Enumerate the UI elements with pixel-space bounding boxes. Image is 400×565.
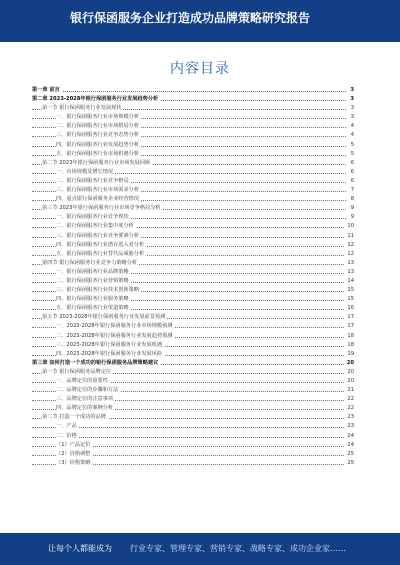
toc-entry[interactable]: [32, 232, 354, 241]
toc-entry[interactable]: [32, 204, 354, 213]
toc-entry[interactable]: [32, 250, 354, 259]
toc-entry-page: 20: [345, 377, 354, 386]
toc-entry[interactable]: [32, 368, 354, 377]
toc-entry-title: 第一节 银行保函服务行业发展现状: [42, 105, 122, 112]
toc-entry-title: 四、2023-2028年银行保函服务行业发展风险: [56, 350, 163, 357]
toc-entry[interactable]: [32, 332, 354, 341]
toc-entry[interactable]: [32, 322, 354, 331]
toc-entry-title: 一、产品: [56, 423, 77, 430]
toc-entry-title: 三、银行保函服务行业竞争态势分析: [56, 132, 140, 139]
toc-entry[interactable]: [32, 432, 354, 441]
toc-entry-title: 第一节 银行保函服务品牌定位: [42, 368, 112, 375]
toc-entry-page: 13: [345, 268, 354, 277]
toc-entry[interactable]: [32, 386, 354, 395]
toc-entry-title: （1）产品定价: [56, 441, 91, 448]
toc-entry[interactable]: [32, 177, 354, 186]
toc-entry-title: （3）价格策略: [56, 459, 91, 466]
toc-entry[interactable]: [32, 186, 354, 195]
toc-entry-page: 19: [345, 350, 354, 359]
toc-entry[interactable]: [32, 104, 354, 113]
toc-entry[interactable]: [32, 168, 354, 177]
toc-entry[interactable]: [32, 313, 354, 322]
toc-entry-page: 9: [349, 204, 354, 213]
toc-entry-title: 第三章 如何打造一个成功的银行保函服务品牌策略建议: [32, 359, 159, 366]
footer-slogan: 让每个人都能成为: [48, 544, 112, 553]
toc-heading: 内容目录: [170, 61, 230, 77]
toc-entry-title: 第一章 前言: [32, 87, 60, 93]
toc-entry[interactable]: [32, 359, 354, 368]
toc-entry[interactable]: [32, 241, 354, 250]
toc-entry[interactable]: [32, 404, 354, 413]
toc-entry-page: 4: [349, 131, 354, 140]
table-of-contents: [32, 86, 354, 468]
toc-entry[interactable]: [32, 95, 354, 104]
toc-entry-title: （2）价格调整: [56, 450, 91, 457]
toc-entry-page: 6: [349, 168, 354, 177]
toc-entry-title: 四、品牌定位的案例分析: [56, 405, 114, 412]
toc-entry-title: 第二节 打造一个成功的品牌: [42, 414, 106, 421]
toc-entry-title: 一、银行保函服务行业市场规模分析: [56, 114, 140, 121]
toc-entry-title: 一、品牌定位的重要性: [56, 378, 108, 384]
toc-entry-page: 3: [349, 113, 354, 122]
toc-entry-title: 五、银行保函服务行业市场机遇分析: [56, 150, 140, 157]
toc-entry[interactable]: [32, 441, 354, 450]
toc-entry[interactable]: [32, 395, 354, 404]
toc-entry[interactable]: [32, 295, 354, 304]
toc-entry[interactable]: [32, 341, 354, 350]
toc-entry-page: 20: [345, 359, 354, 368]
toc-entry-page: 10: [345, 222, 354, 231]
toc-entry-page: 25: [345, 450, 354, 459]
toc-entry[interactable]: [32, 159, 354, 168]
toc-entry-page: 24: [345, 432, 354, 441]
toc-entry-title: 四、银行保函服务行业服务策略: [56, 296, 129, 303]
toc-entry-title: 三、银行保函服务行业市场需求分析: [56, 187, 140, 194]
toc-entry-page: 12: [345, 241, 354, 250]
toc-entry-page: 23: [345, 422, 354, 431]
toc-entry-title: 第二节 2023年银行保函服务行业市场发展回顾: [42, 159, 151, 166]
toc-entry[interactable]: [32, 222, 354, 231]
toc-entry-page: 17: [345, 313, 354, 322]
toc-entry-title: 二、价格: [56, 432, 77, 439]
toc-entry[interactable]: [32, 213, 354, 222]
toc-entry-title: 五、银行保函服务行业渠道策略: [56, 305, 129, 312]
toc-entry-title: 二、2023-2028年银行保函服务行业发展趋势预测: [56, 332, 173, 339]
toc-entry[interactable]: [32, 422, 354, 431]
dot-leader: [32, 91, 346, 92]
toc-entry[interactable]: [32, 304, 354, 313]
toc-entry-page: 21: [345, 386, 354, 395]
toc-entry-title: 一、银行保函服务行业竞争现状: [56, 214, 129, 221]
toc-entry-title: 四、重点银行保函服务企业经营情况: [56, 196, 140, 203]
toc-entry[interactable]: [32, 195, 354, 204]
toc-entry-title: 三、银行保函服务行业技术创新策略: [56, 287, 140, 294]
toc-entry-title: 二、银行保函服务行业竞争格局: [56, 177, 129, 184]
toc-entry-title: 二、银行保函服务行业集中度分析: [56, 223, 134, 230]
footer-banner: [0, 533, 400, 565]
toc-entry[interactable]: [32, 131, 354, 140]
toc-entry-title: 二、银行保函服务行业市场格局分析: [56, 123, 140, 130]
toc-entry[interactable]: [32, 459, 354, 468]
footer-tagline: 行业专家、管理专家、营销专家、战略专家、成功企业家……: [130, 544, 346, 553]
toc-entry[interactable]: [32, 413, 354, 422]
toc-entry-page: 7: [349, 186, 354, 195]
toc-entry-page: 6: [349, 177, 354, 186]
toc-entry-title: 一、2023-2028年银行保函服务行业市场规模预测: [56, 323, 173, 330]
toc-entry-title: 一、市场规模及增长情况: [56, 168, 114, 175]
toc-entry[interactable]: [32, 277, 354, 286]
toc-entry-title: 四、银行保函服务行业发展趋势分析: [56, 141, 140, 148]
toc-entry-page: 16: [345, 304, 354, 313]
toc-entry[interactable]: [32, 86, 354, 95]
toc-entry-page: 8: [349, 195, 354, 204]
toc-entry-title: 一、银行保函服务行业品牌策略: [56, 268, 129, 275]
toc-entry-title: 第二章 2023-2028年银行保函服务行业发展趋势分析: [32, 96, 159, 103]
toc-entry-page: 18: [345, 341, 354, 350]
toc-entry-title: 二、品牌定位的步骤和方法: [56, 387, 119, 394]
toc-entry-title: 三、品牌定位的注意事项: [56, 396, 114, 403]
toc-entry-title: 第三节 2023年银行保函服务行业市场竞争格局分析: [42, 205, 161, 212]
toc-entry-title: 第四节 银行保函服务行业竞争力策略分析: [42, 259, 138, 266]
toc-entry[interactable]: [32, 259, 354, 268]
toc-entry-title: 二、银行保函服务行业营销策略: [56, 277, 129, 284]
toc-entry-page: 5: [349, 141, 354, 150]
toc-entry-page: 15: [345, 286, 354, 295]
header-banner: [0, 0, 400, 42]
toc-entry-title: 五、银行保函服务行业替代品威胁分析: [56, 250, 145, 257]
toc-entry-page: 12: [345, 250, 354, 259]
toc-entry[interactable]: [32, 268, 354, 277]
toc-entry-page: 20: [345, 368, 354, 377]
toc-entry-page: 11: [345, 232, 354, 241]
toc-entry-page: 22: [345, 395, 354, 404]
toc-entry-page: 15: [345, 295, 354, 304]
toc-entry-page: 3: [348, 86, 354, 95]
toc-entry-page: 17: [345, 322, 354, 331]
dot-leader: [32, 427, 346, 428]
toc-entry[interactable]: [32, 377, 354, 386]
toc-entry-page: 6: [349, 159, 354, 168]
toc-entry-page: 23: [345, 413, 354, 422]
toc-entry-page: 18: [345, 332, 354, 341]
toc-entry-title: 第五节 2023-2028年银行保函服务行业发展前景预测: [42, 314, 166, 321]
toc-entry[interactable]: [32, 113, 354, 122]
toc-entry[interactable]: [32, 350, 354, 359]
toc-entry-page: 3: [349, 104, 354, 113]
toc-entry[interactable]: [32, 150, 354, 159]
toc-entry-page: 5: [349, 150, 354, 159]
toc-entry-page: 25: [345, 459, 354, 468]
dot-leader: [32, 437, 346, 438]
toc-entry-page: 9: [349, 213, 354, 222]
toc-entry-title: 三、2023-2028年银行保函服务行业发展机遇: [56, 341, 163, 348]
toc-entry[interactable]: [32, 141, 354, 150]
toc-entry[interactable]: [32, 286, 354, 295]
toc-entry-title: 三、银行保函服务行业竞争要素分析: [56, 232, 140, 239]
toc-entry-page: 14: [345, 277, 354, 286]
toc-entry[interactable]: [32, 450, 354, 459]
toc-entry[interactable]: [32, 122, 354, 131]
toc-entry-page: 22: [345, 404, 354, 413]
toc-entry-page: 4: [349, 122, 354, 131]
toc-entry-title: 四、银行保函服务行业潜在进入者分析: [56, 241, 145, 248]
toc-entry-page: 3: [348, 95, 354, 104]
toc-entry-page: 24: [345, 441, 354, 450]
toc-entry-page: 13: [345, 259, 354, 268]
report-title: 银行保函服务企业打造成功品牌策略研究报告: [70, 11, 311, 25]
